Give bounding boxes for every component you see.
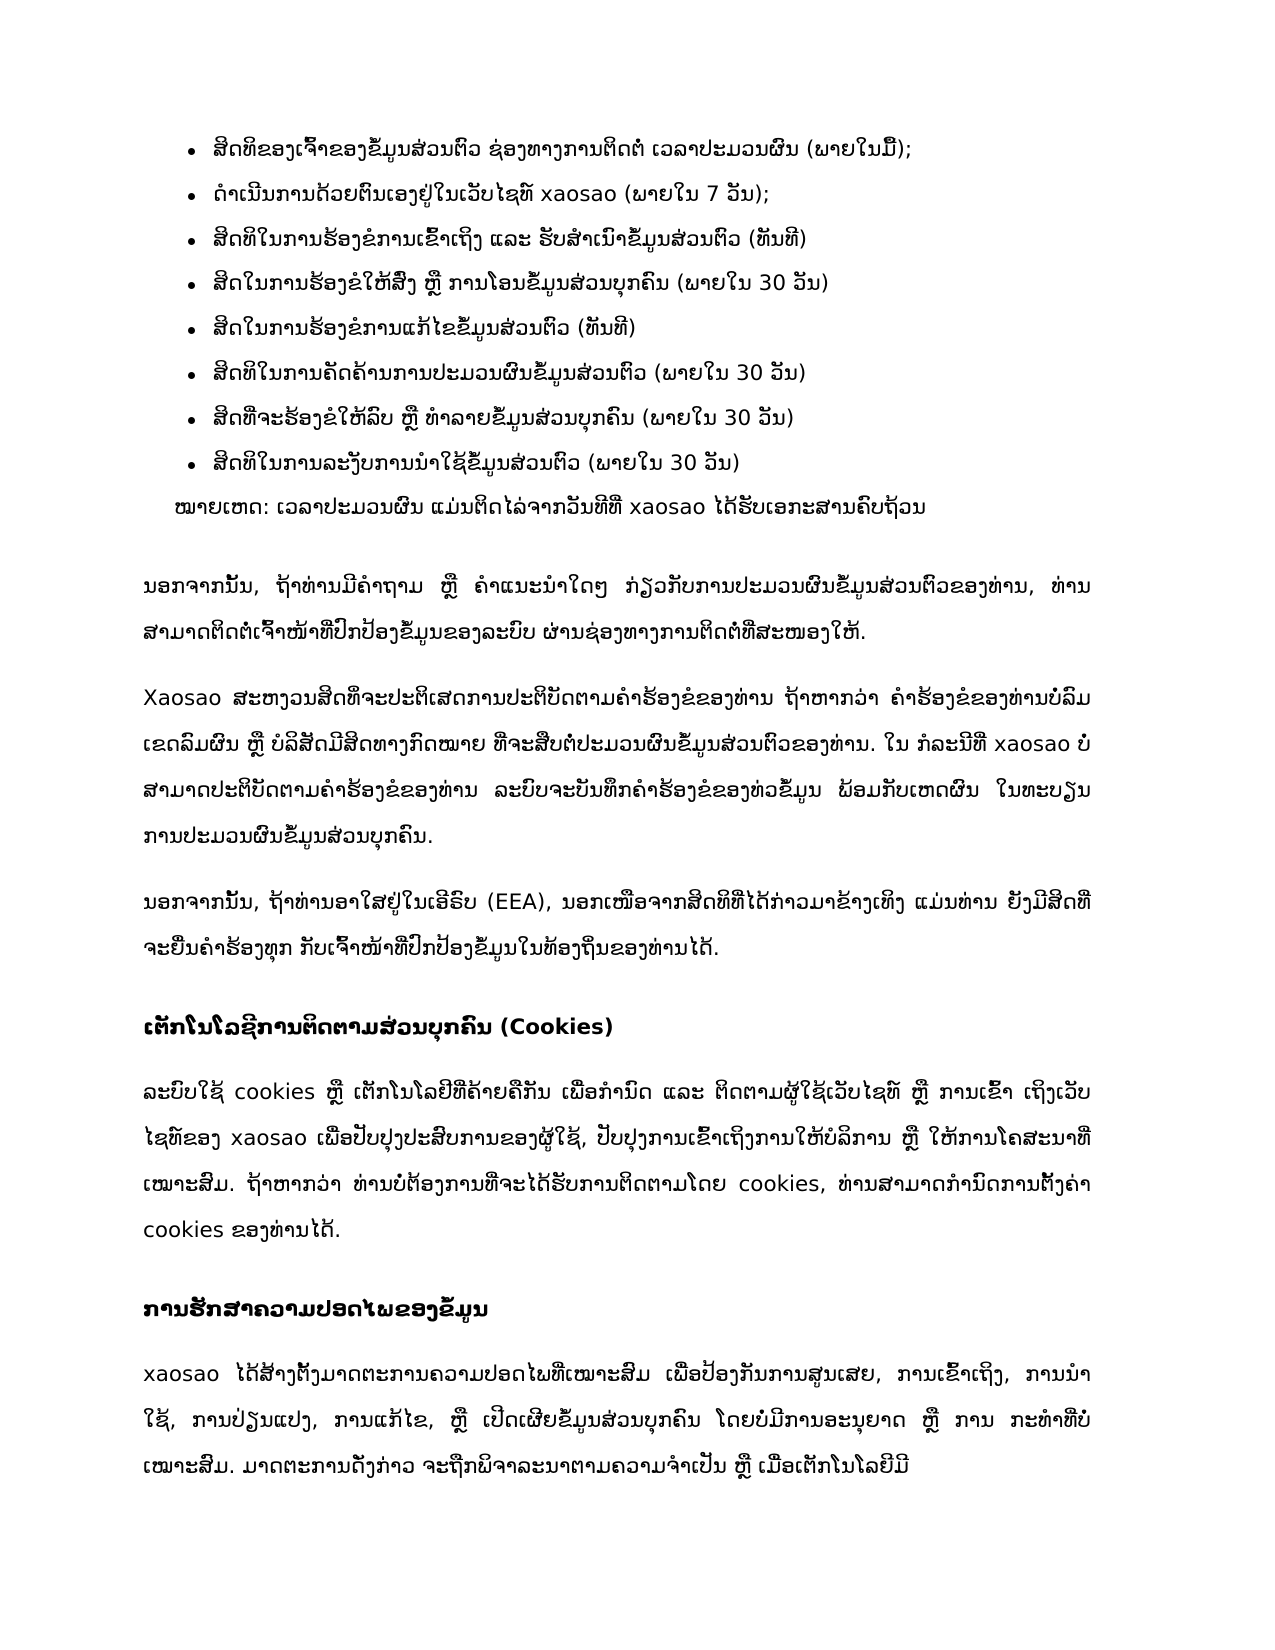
list-item: ສິດໃນການຮ້ອງຂໍໃຫ້ສົ່ງ ຫຼື ການໂອນຂໍ້ມູນສ່ວນບຸກຄົນ (ພາຍໃນ 30 ວັນ) [143, 262, 1091, 307]
paragraph-xaosao-response: Xaosao ສະຫງວນສິດທິ່ຈະປະຕິເສດການປະຕິບັດຕາມຄຳຮ້ອງຂໍຂອງທ່ານ ຖ້າຫາກວ່າ ຄຳຮ້ອງຂໍຂອງທ່ານບໍ່ລົມເຂດລົມຜົນ ຫຼື ບໍລິສັດມີສິດທາງກົດໝາຍ ທີ່ຈະສືບຕໍ່ປະມວນຜົນຂໍ້ມູນສ່ວນຕົວຂອງທ່ານ. ໃນ ກໍລະນີທີ່ xaosao ບໍ່ສາມາດປະຕິບັດຕາມຄຳຮ້ອງຂໍຂອງທ່ານ ລະບົບຈະບັນທຶກຄຳຮ້ອງຂໍຂອງທ່ວຂໍ້ມູນ ພ້ອມກັບເຫດຜົນ ໃນທະບຽນການປະມວນຜົນຂໍ້ມູນສ່ວນບຸກຄົນ. [143, 686, 1091, 850]
heading-cookies: ເຕັກໂນໂລຊີການຕິດຕາມສ່ວນບຸກຄົນ (Cookies) [143, 1015, 614, 1041]
list-item: ສິດໃນການຮ້ອງຂໍການແກ້ໄຂຂໍ້ມູນສ່ວນຕົວ (ທັນທີ) [143, 307, 1091, 352]
processing-time-note: ໝາຍເຫດ: ເວລາປະມວນຜົນ ແມ່ນຕິດໄລ່ຈາກວັນທີທີ່ xaosao ໄດ້ຮັບເອກະສານຄົບຖ້ວນ [174, 495, 926, 521]
paragraph-data-security: xaosao ໄດ້ສ້າງຕັ້ງມາດຕະການຄວາມປອດໄພທີ່ເໝາະສົມ ເພື່ອປ້ອງກັນການສູນເສຍ, ການເຂົ້າເຖິງ, ການນຳໃຊ້, ການປ່ຽນແປງ, ການແກ້ໄຂ, ຫຼື ເປີດເຜີຍຂໍ້ມູນສ່ວນບຸກຄົນ ໂດຍບໍ່ມີການອະນຸຍາດ ຫຼື ການ ກະທຳທີ່ບໍ່ເໝາະສົມ. ມາດຕະການດັ່ງກ່າວ ຈະຖືກພິຈາລະນາຕາມຄວາມຈຳເປັນ ຫຼື ເມື່ອເຕັກໂນໂລຍີມີ [143, 1362, 1091, 1480]
list-item: ສິດທິໃນການຮ້ອງຂໍການເຂົ້າເຖິງ ແລະ ຮັບສຳເນົາຂໍ້ມູນສ່ວນຕົວ (ທັນທີ) [143, 218, 1091, 263]
paragraph-eea-rights: ນອກຈາກນັ້ນ, ຖ້າທ່ານອາໃສຢູ່ໃນເອີຣົບ (EEA), ນອກເໜືອຈາກສິດທິທີ່ໄດ້ກ່າວມາຂ້າງເທິງ ແມ່ນທ່ານ ຍັງມີສິດທີ່ຈະຍື່ນຄຳຮ້ອງທຸກ ກັບເຈົ້າໜ້າທີ່ປົກປ້ອງຂໍ້ມູນໃນທ້ອງຖິ່ນຂອງທ່ານໄດ້. [143, 890, 1091, 962]
paragraph-contact: ນອກຈາກນັ້ນ, ຖ້າທ່ານມີຄຳຖາມ ຫຼື ຄຳແນະນຳໃດໆ ກ່ຽວກັບການປະມວນຜົນຂໍ້ມູນສ່ວນຕົວຂອງທ່ານ, ທ່ານສາມາດຕິດຕໍ່ເຈົ້າໜ້າທີ່ປົກປ້ອງຂໍ້ມູນຂອງລະບົບ ຜ່ານຊ່ອງທາງການຕິດຕໍ່ທີ່ສະໜອງໃຫ້. [143, 574, 1091, 646]
heading-data-security: ການຮັກສາຄວາມປອດໄພຂອງຂໍ້ມູນ [143, 1297, 489, 1323]
page-content [143, 128, 1091, 1490]
list-item: ສິດທິຂອງເຈົ້າຂອງຂໍ້ມູນສ່ວນຕົວ ຊ່ອງທາງການຕິດຕໍ່ ເວລາປະມວນຜົນ (ພາຍໃນມື້); [143, 128, 1091, 173]
list-item: ສິດທິໃນການລະງັບການນຳໃຊ້ຂໍ້ມູນສ່ວນຕົວ (ພາຍໃນ 30 ວັນ) [143, 442, 1091, 487]
rights-list [143, 128, 1091, 486]
list-item: ສິດທີ່ຈະຮ້ອງຂໍໃຫ້ລົບ ຫຼື ທຳລາຍຂໍ້ມູນສ່ວນບຸກຄົນ (ພາຍໃນ 30 ວັນ) [143, 397, 1091, 442]
list-item: ດຳເນີນການດ້ວຍຕົນເອງຢູ່ໃນເວັບໄຊທ໌ xaosao (ພາຍໃນ 7 ວັນ); [143, 173, 1091, 218]
paragraph-cookies: ລະບົບໃຊ້ cookies ຫຼື ເຕັກໂນໂລຢີທີ່ຄ້າຍຄືກັນ ເພື່ອກຳນົດ ແລະ ຕິດຕາມຜູ້ໃຊ້ເວັບໄຊທ໌ ຫຼື ການເຂົ້າ ເຖິງເວັບໄຊທ໌ຂອງ xaosao ເພື່ອປັບປຸງປະສົບການຂອງຜູ້ໃຊ້, ປັບປຸງການເຂົ້າເຖິງການໃຫ້ບໍລິການ ຫຼື ໃຫ້ການໂຄສະນາທີ່ເໝາະສົມ. ຖ້າຫາກວ່າ ທ່ານບໍ່ຕ້ອງການທີ່ຈະໄດ້ຮັບການຕິດຕາມໂດຍ cookies, ທ່ານສາມາດກຳນົດການຕັ້ງຄ່າ cookies ຂອງທ່ານໄດ້. [143, 1080, 1091, 1244]
list-item: ສິດທິໃນການຄັດຄ້ານການປະມວນຜົນຂໍ້ມູນສ່ວນຕົວ (ພາຍໃນ 30 ວັນ) [143, 352, 1091, 397]
